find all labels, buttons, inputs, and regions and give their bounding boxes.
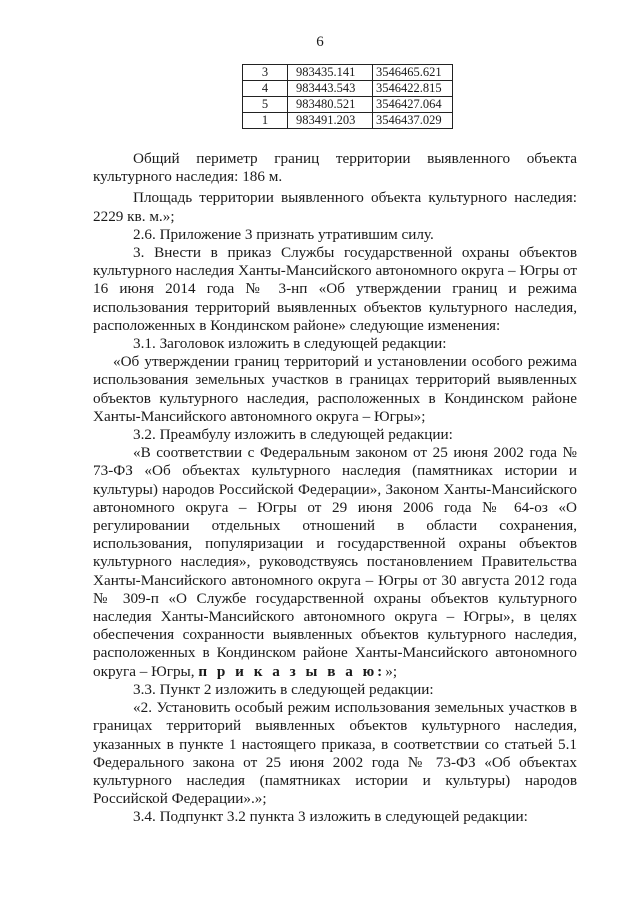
table-row <box>243 97 453 113</box>
preamble-text: «В соответствии с Федеральным законом от 25 июня 2002 года № 73-ФЗ «Об объектах культурного наследия (памятниках истории и культуры) народов Российской Федерации», Законом Ханты-Мансийского автономного округа – Югры от 29 июня 2006 года № 64-оз «О регулировании отдельных отношений в области сохранения, использования, популяризации и государственной охраны объектов культурного наследия», руководствуясь постановлением Правительства Ханты-Мансийского автономного округа – Югры от 30 августа 2012 года № 309-п «О Службе государственной охраны объектов культурного наследия Ханты-Мансийского автономного округа – Югры», в целях обеспечения сохранности выявленных объектов культурного наследия, расположенных в Кондинском районе Ханты-Мансийского автономного округа – Югры, <box>93 444 577 680</box>
y-coordinate-cell: 3546427.064 <box>373 97 453 113</box>
x-coordinate-cell: 983491.203 <box>288 113 373 129</box>
document-body <box>93 150 577 827</box>
clause-2-6: 2.6. Приложение 3 признать утратившим силу. <box>133 225 434 243</box>
x-coordinate-cell: 983435.141 <box>288 65 373 81</box>
x-coordinate-cell: 983443.543 <box>288 81 373 97</box>
page-number: 6 <box>316 34 324 50</box>
coordinates-table <box>242 64 453 129</box>
order-word: п р и к а з ы в а ю: <box>198 662 386 680</box>
clause-3-3-text: «2. Установить особый режим использования земельных участков в границах территорий выявленных объектов культурного наследия, указанных в пункте 1 настоящего приказа, в соответствии со статьей 5.1 Федерального закона от 25 июня 2002 года № 73-ФЗ «Об объектах культурного наследия (памятниках истории и культуры) народов Российской Федерации».»; <box>93 699 577 808</box>
area-paragraph: Площадь территории выявленного объекта культурного наследия: 2229 кв. м.»; <box>93 189 577 225</box>
y-coordinate-cell: 3546437.029 <box>373 113 453 129</box>
clause-3-4: 3.4. Подпункт 3.2 пункта 3 изложить в следующей редакции: <box>133 808 528 826</box>
y-coordinate-cell: 3546422.815 <box>373 81 453 97</box>
point-number-cell: 5 <box>243 97 288 113</box>
x-coordinate-cell: 983480.521 <box>288 97 373 113</box>
table-row <box>243 113 453 129</box>
clause-3-3: 3.3. Пункт 2 изложить в следующей редакции: <box>133 680 434 698</box>
clause-3-2-text <box>93 444 577 681</box>
clause-3: 3. Внести в приказ Службы государственной охраны объектов культурного наследия Ханты-Мансийского автономного округа – Югры от 16 июня 2014 года № 3-нп «Об утверждении границ и режима использования территорий выявленных объектов культурного наследия, расположенных в Кондинском районе» следующие изменения: <box>93 244 577 334</box>
table-row <box>243 65 453 81</box>
perimeter-paragraph: Общий периметр границ территории выявленного объекта культурного наследия: 186 м. <box>93 150 577 186</box>
preamble-end: »; <box>385 662 398 680</box>
clause-3-1-text: «Об утверждении границ территорий и установлении особого режима использования земельных участков в границах территорий выявленных объектов культурного наследия, расположенных в Кондинском районе Ханты-Мансийского автономного округа – Югры»; <box>93 353 577 425</box>
table-row <box>243 81 453 97</box>
clause-3-1: 3.1. Заголовок изложить в следующей редакции: <box>133 335 447 353</box>
clause-3-2: 3.2. Преамбулу изложить в следующей редакции: <box>133 426 453 444</box>
point-number-cell: 3 <box>243 65 288 81</box>
point-number-cell: 1 <box>243 113 288 129</box>
y-coordinate-cell: 3546465.621 <box>373 65 453 81</box>
point-number-cell: 4 <box>243 81 288 97</box>
